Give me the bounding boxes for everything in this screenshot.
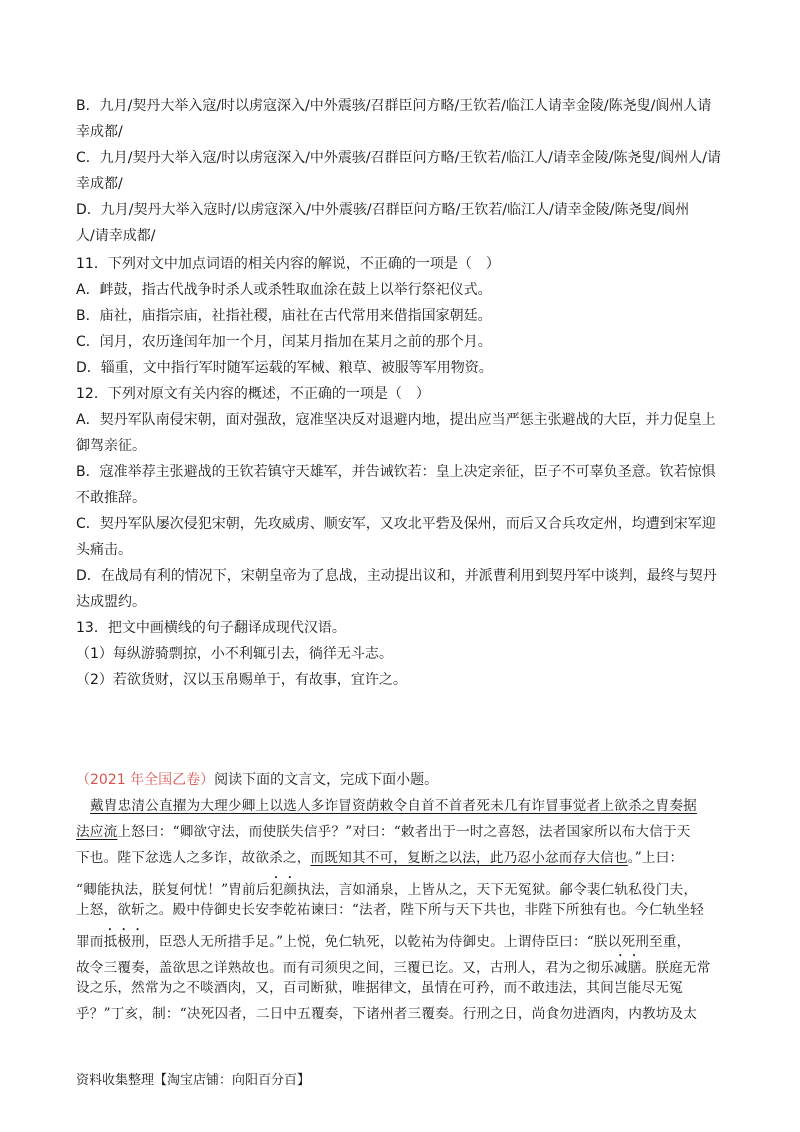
q12-option-b-line1: B．寇准举荐主张避战的王钦若镇守天雄军，并告诫钦若：皇上决定亲征，臣子不可辜负圣意。钦若惊惧 bbox=[76, 464, 716, 480]
q11-stem: 11．下列对文中加点词语的相关内容的解说，不正确的一项是（ ） bbox=[76, 256, 500, 272]
q11-option-c: C．闰月，农历逢闰年加一个月，闰某月指加在某月之前的那个月。 bbox=[76, 334, 492, 350]
q12-option-b-line2: 不敢推辞。 bbox=[76, 490, 146, 506]
q11-option-d: D．辎重，文中指行军时随军运载的军械、粮草、被服等军用物资。 bbox=[76, 360, 493, 376]
q10-option-c-line2: 幸成都/ bbox=[76, 176, 123, 192]
q13-sentence-2: （2）若欲货财，汉以玉帛赐单于，有故事，宜许之。 bbox=[76, 672, 407, 688]
passage-line-2: 法应流上怒曰：“卿欲守法，而使朕失信乎？”对曰：“敕者出于一时之喜怒，法者国家所以布大信于天 bbox=[76, 824, 691, 840]
q11-option-a: A．衅鼓，指古代战争时杀人或杀牲取血涂在鼓上以举行祭祀仪式。 bbox=[76, 282, 492, 298]
passage-source: （2021 年全国乙卷） bbox=[76, 772, 215, 788]
passage-line-8: 设之乐，然常为之不啖酒肉，又，百司断狱，唯据律文，虽情在可矜，而不敢违法，其间岂能尽无冤 bbox=[76, 980, 683, 996]
q12-option-d-line1: D．在战局有利的情况下，宋朝皇帝为了息战，主动提出议和，并派曹利用到契丹军中谈判，最终与契丹 bbox=[76, 568, 717, 584]
dotted-term: 减膳 bbox=[613, 960, 642, 976]
passage-line-7: 故令三覆奏，盖欲思之详熟故也。而有司须臾之间，三覆已讫。又，古刑人，君为之彻乐减膳。朕庭无常 bbox=[76, 960, 711, 976]
passage-line-5: 上怒，欲斩之。殿中侍御史长安李乾祐谏曰：“法者，陛下所与天下共也，非陛下所独有也。今仁轨坐轻 bbox=[76, 902, 704, 918]
underlined-sentence: 戴胄忠清公直擢为大理少卿上以选人多诈冒资荫敕令自首不首者死未几有诈冒事觉者上欲杀之胄奏据 bbox=[90, 798, 697, 814]
q12-option-c-line2: 头痛击。 bbox=[76, 542, 132, 558]
q11-option-b: B．庙社，庙指宗庙，社指社稷，庙社在古代常用来借指国家朝廷。 bbox=[76, 308, 492, 324]
q12-stem: 12．下列对原文有关内容的概述，不正确的一项是（ ） bbox=[76, 386, 430, 402]
q10-option-c-line1: C．九月/契丹大举入寇/时以虏寇深入/中外震骇/召群臣问方略/王钦若/临江人/请幸金陵/陈尧叟/阆州人/请 bbox=[76, 150, 721, 166]
passage-line-3: 下也。陛下忿选人之多诈，故欲杀之，而既知其不可，复断之以法，此乃忍小忿而存大信也。”上曰： bbox=[76, 850, 684, 866]
q10-option-d-line2: 人/请幸成都/ bbox=[76, 228, 156, 244]
page-footer: 资料收集整理【淘宝店铺：向阳百分百】 bbox=[76, 1073, 311, 1088]
q13-sentence-1: （1）每纵游骑剽掠，小不利辄引去，徜徉无斗志。 bbox=[76, 646, 393, 662]
dotted-term: 犯颜 bbox=[269, 882, 298, 898]
passage-intro: 阅读下面的文言文，完成下面小题。 bbox=[214, 772, 439, 788]
q12-option-c-line1: C．契丹军队屡次侵犯宋朝，先攻威虏、顺安军，又攻北平砦及保州，而后又合兵攻定州，均遭到宋军迎 bbox=[76, 516, 716, 532]
passage-line-1 bbox=[90, 796, 730, 816]
q10-option-b-line1: B．九月/契丹大举入寇/时以虏寇深入/中外震骇/召群臣问方略/王钦若/临江人请幸金陵/陈尧叟/阆州人请 bbox=[76, 98, 712, 114]
passage-line-6: 罪而抵极刑，臣恐人无所措手足。”上悦，免仁轨死，以乾祐为侍御史。上谓侍臣曰：“朕以死刑至重， bbox=[76, 934, 691, 950]
q12-option-d-line2: 达成盟约。 bbox=[76, 594, 146, 610]
underlined-sentence: 而既知其不可，复断之以法，此乃忍小忿而存大信也 bbox=[310, 850, 628, 866]
underlined-sentence: 法应流 bbox=[76, 824, 118, 840]
dotted-term: 抵极刑 bbox=[103, 934, 145, 950]
q12-option-a-line1: A．契丹军队南侵宋朝，面对强敌，寇准坚决反对退避内地，提出应当严惩主张避战的大臣，并力促皇上 bbox=[76, 412, 716, 428]
passage-line-4: “卿能执法，朕复何忧！”胄前后犯颜执法，言如涌泉，上皆从之，天下无冤狱。鄃令裴仁轨私役门夫， bbox=[76, 882, 698, 898]
q12-option-a-line2: 御驾亲征。 bbox=[76, 438, 146, 454]
q10-option-d-line1: D．九月/契丹大举入寇时/以虏寇深入/中外震骇/召群臣问方略/王钦若/临江人/请幸金陵/陈尧叟/阆州 bbox=[76, 202, 690, 218]
passage-line-9: 乎？”丁亥，制：“决死囚者，二日中五覆奏，下诸州者三覆奏。行刑之日，尚食勿进酒肉，内教坊及太 bbox=[76, 1006, 698, 1022]
passage-header bbox=[76, 770, 726, 790]
q10-option-b-line2: 幸成都/ bbox=[76, 124, 123, 140]
q13-stem: 13．把文中画横线的句子翻译成现代汉语。 bbox=[76, 620, 346, 636]
